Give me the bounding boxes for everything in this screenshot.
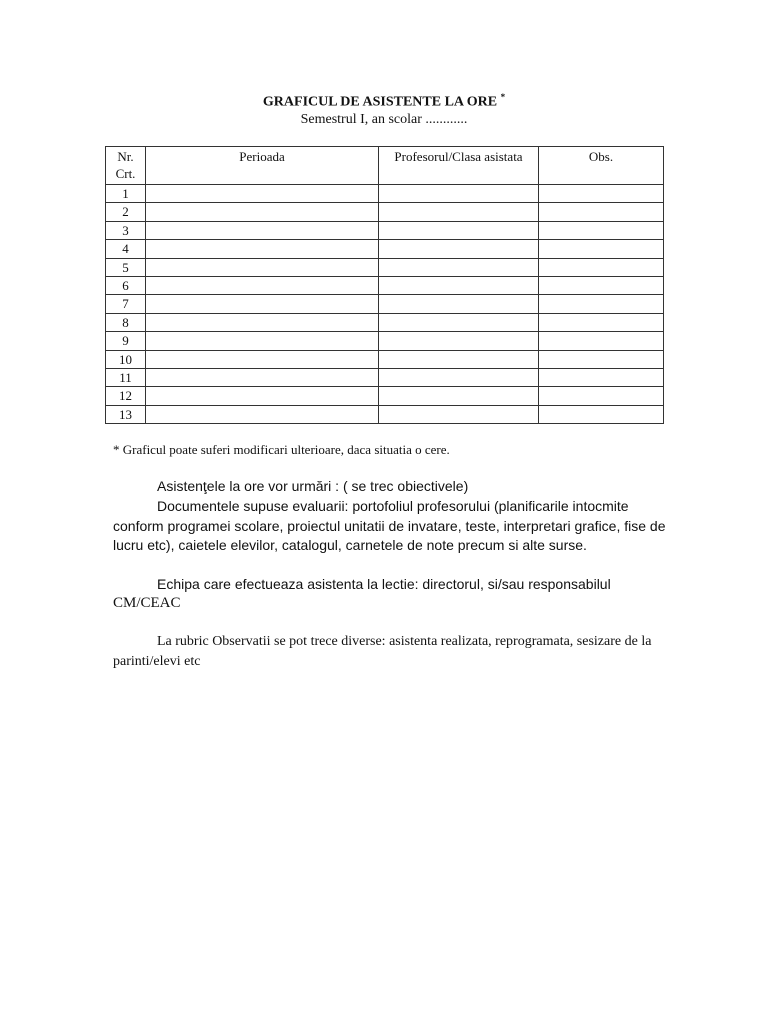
empty-cell — [379, 203, 539, 221]
empty-cell — [379, 276, 539, 294]
empty-cell — [379, 221, 539, 239]
empty-cell — [146, 332, 379, 350]
paragraph-team: Echipa care efectueaza asistenta la lectie: directorul, si/sau responsabilul — [157, 576, 611, 592]
empty-cell — [539, 405, 664, 423]
footnote: * Graficul poate suferi modificari ulterioare, daca situatia o cere. — [113, 442, 450, 457]
empty-cell — [379, 240, 539, 258]
empty-cell — [146, 240, 379, 258]
row-number-cell: 8 — [106, 313, 146, 331]
empty-cell — [379, 258, 539, 276]
empty-cell — [146, 221, 379, 239]
row-number-cell: 10 — [106, 350, 146, 368]
empty-cell — [379, 313, 539, 331]
table-row — [106, 295, 664, 313]
table-row — [106, 240, 664, 258]
empty-cell — [146, 387, 379, 405]
empty-cell — [146, 368, 379, 386]
table-row — [106, 350, 664, 368]
empty-cell — [539, 258, 664, 276]
document-title — [0, 92, 768, 111]
empty-cell — [539, 203, 664, 221]
empty-cell — [539, 240, 664, 258]
row-number-cell: 1 — [106, 185, 146, 203]
table-row — [106, 185, 664, 203]
paragraph-documents: Documentele supuse evaluarii: portofoliul profesorului (planificarile intocmite conform programei scolare, proiectul unitatii de invatare, teste, interpretari grafice, fise de lucru etc), caietele elevilor, catalogul, carnetele de note precum si alte surse. — [113, 498, 666, 553]
empty-cell — [146, 295, 379, 313]
empty-cell — [379, 368, 539, 386]
column-header-perioada: Perioada — [146, 147, 379, 185]
empty-cell — [379, 350, 539, 368]
row-number-cell: 12 — [106, 387, 146, 405]
empty-cell — [539, 350, 664, 368]
column-header-obs: Obs. — [539, 147, 664, 185]
table-row — [106, 387, 664, 405]
table-row — [106, 332, 664, 350]
title-text: GRAFICUL DE ASISTENTE LA ORE — [262, 94, 498, 110]
row-number-cell: 5 — [106, 258, 146, 276]
empty-cell — [379, 295, 539, 313]
empty-cell — [539, 276, 664, 294]
column-header-nr: Nr. Crt. — [106, 147, 146, 185]
empty-cell — [146, 258, 379, 276]
row-number-cell: 2 — [106, 203, 146, 221]
empty-cell — [146, 405, 379, 423]
row-number-cell: 9 — [106, 332, 146, 350]
empty-cell — [146, 313, 379, 331]
schedule-table — [105, 146, 664, 424]
paragraph-team-continued: CM/CEAC — [113, 595, 181, 611]
table-row — [106, 313, 664, 331]
table-header-row — [106, 147, 664, 185]
empty-cell — [379, 405, 539, 423]
empty-cell — [146, 203, 379, 221]
empty-cell — [379, 185, 539, 203]
row-number-cell: 11 — [106, 368, 146, 386]
row-number-cell: 3 — [106, 221, 146, 239]
row-number-cell: 7 — [106, 295, 146, 313]
empty-cell — [379, 332, 539, 350]
empty-cell — [146, 185, 379, 203]
table-row — [106, 368, 664, 386]
paragraph-objectives: Asistenţele la ore vor urmări : ( se trec obiectivele) — [157, 478, 469, 494]
table-row — [106, 405, 664, 423]
document-subtitle: Semestrul I, an scolar ............ — [300, 112, 468, 127]
empty-cell — [539, 185, 664, 203]
empty-cell — [539, 313, 664, 331]
empty-cell — [539, 221, 664, 239]
table-body — [106, 185, 664, 424]
table-row — [106, 221, 664, 239]
row-number-cell: 13 — [106, 405, 146, 423]
table-row — [106, 258, 664, 276]
empty-cell — [539, 332, 664, 350]
empty-cell — [539, 368, 664, 386]
table-row — [106, 203, 664, 221]
empty-cell — [146, 276, 379, 294]
empty-cell — [539, 387, 664, 405]
empty-cell — [539, 295, 664, 313]
empty-cell — [146, 350, 379, 368]
title-footnote-mark: * — [500, 92, 506, 102]
table-row — [106, 276, 664, 294]
row-number-cell: 4 — [106, 240, 146, 258]
paragraph-observations: La rubric Observatii se pot trece diverse: asistenta realizata, reprogramata, sesizare de la parinti/elevi etc — [113, 634, 652, 669]
column-header-profesor-clasa: Profesorul/Clasa asistata — [379, 147, 539, 185]
row-number-cell: 6 — [106, 276, 146, 294]
empty-cell — [379, 387, 539, 405]
